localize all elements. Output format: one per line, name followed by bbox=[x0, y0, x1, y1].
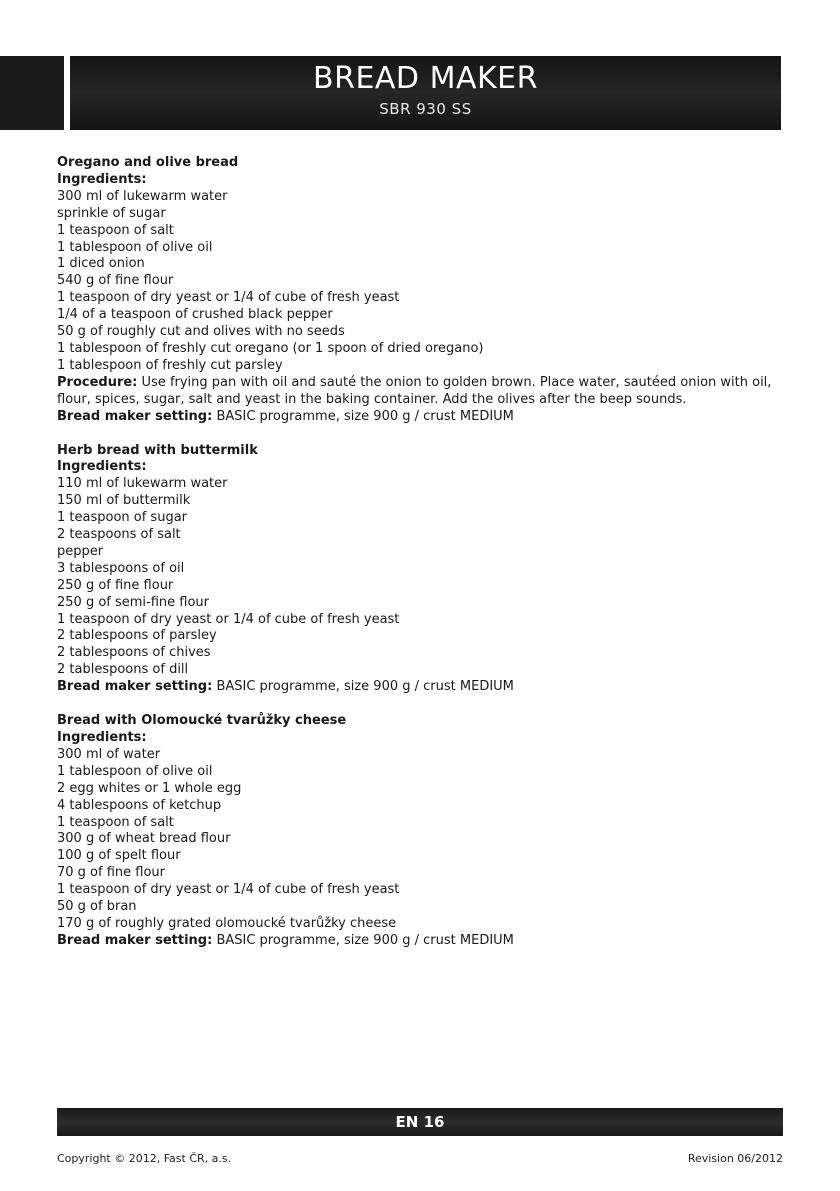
page-number: EN 16 bbox=[395, 1113, 445, 1131]
ingredient: 1 tablespoon of olive oil bbox=[57, 763, 213, 779]
ingredient: 2 tablespoons of parsley bbox=[57, 628, 217, 644]
ingredient: 1/4 of a teaspoon of crushed black pepper bbox=[57, 307, 333, 323]
footer-bar bbox=[57, 1108, 783, 1136]
setting-text: BASIC programme, size 900 g / crust MEDIUM bbox=[212, 679, 514, 695]
ingredient: 50 g of bran bbox=[57, 899, 137, 915]
ingredient: 1 teaspoon of sugar bbox=[57, 510, 188, 526]
ingredient: 3 tablespoons of oil bbox=[57, 560, 185, 576]
ingredient: 1 tablespoon of freshly cut oregano (or 1 spoon of dried oregano) bbox=[57, 340, 484, 356]
ingredient: 300 ml of water bbox=[57, 746, 161, 762]
ingredient: 2 egg whites or 1 whole egg bbox=[57, 780, 242, 796]
ingredient: 1 teaspoon of dry yeast or 1/4 of cube of fresh yeast bbox=[57, 290, 400, 306]
language-tab bbox=[0, 56, 64, 170]
ingredient: 1 tablespoon of olive oil bbox=[57, 239, 213, 255]
ingredient: 250 g of semi-fine flour bbox=[57, 594, 210, 610]
model-number: SBR 930 SS bbox=[379, 100, 472, 118]
ingredient: 540 g of fine flour bbox=[57, 273, 174, 289]
recipe-title: Oregano and olive bread bbox=[57, 155, 239, 170]
revision-label: Revision 06/2012 bbox=[687, 1152, 783, 1165]
bread-maker-setting bbox=[57, 409, 787, 426]
ingredient: 300 ml of lukewarm water bbox=[57, 188, 228, 204]
ingredient: 2 tablespoons of chives bbox=[57, 645, 211, 661]
ingredient: 250 g of fine flour bbox=[57, 577, 174, 593]
recipe-title: Bread with Olomoucké tvarůžky cheese bbox=[57, 713, 347, 729]
setting-text: BASIC programme, size 900 g / crust MEDIUM bbox=[212, 932, 514, 948]
ingredient: 2 teaspoons of salt bbox=[57, 527, 181, 543]
spacer bbox=[57, 426, 787, 443]
ingredient: 1 diced onion bbox=[57, 256, 145, 272]
spacer bbox=[57, 696, 787, 713]
recipe-title: Herb bread with buttermilk bbox=[57, 442, 258, 458]
recipe-oregano-olive bbox=[57, 155, 787, 426]
ingredient: 70 g of fine flour bbox=[57, 865, 166, 881]
ingredients-heading: Ingredients: bbox=[57, 171, 147, 187]
ingredient: 170 g of roughly grated olomoucké tvarůžky cheese bbox=[57, 915, 397, 931]
document-title: BREAD MAKER bbox=[313, 61, 538, 96]
ingredient: 2 tablespoons of dill bbox=[57, 662, 189, 678]
setting-label: Bread maker setting: bbox=[57, 932, 213, 948]
ingredient: 110 ml of lukewarm water bbox=[57, 476, 228, 492]
ingredient: 1 tablespoon of freshly cut parsley bbox=[57, 357, 283, 373]
procedure bbox=[57, 375, 787, 409]
ingredient: 1 teaspoon of salt bbox=[57, 814, 174, 830]
procedure-label: Procedure: bbox=[57, 374, 138, 390]
setting-label: Bread maker setting: bbox=[57, 679, 213, 695]
copyright-notice: Copyright © 2012, Fast ČR, a.s. bbox=[57, 1152, 232, 1165]
ingredient: 150 ml of buttermilk bbox=[57, 493, 191, 509]
bread-maker-setting bbox=[57, 679, 787, 696]
ingredients-heading: Ingredients: bbox=[57, 459, 147, 475]
setting-text: BASIC programme, size 900 g / crust MEDIUM bbox=[212, 408, 514, 424]
recipe-herb-buttermilk bbox=[57, 443, 787, 697]
recipe-olomoucke-cheese bbox=[57, 713, 787, 950]
ingredient: 1 teaspoon of salt bbox=[57, 222, 174, 238]
ingredient: pepper bbox=[57, 543, 104, 559]
ingredient: sprinkle of sugar bbox=[57, 205, 166, 221]
ingredient: 300 g of wheat bread flour bbox=[57, 831, 231, 847]
header-bar bbox=[70, 56, 781, 130]
recipe-content bbox=[57, 155, 787, 950]
ingredient: 50 g of roughly cut and olives with no seeds bbox=[57, 324, 345, 340]
language-label: EN bbox=[19, 128, 49, 170]
setting-label: Bread maker setting: bbox=[57, 408, 213, 424]
ingredient: 1 teaspoon of dry yeast or 1/4 of cube of fresh yeast bbox=[57, 611, 400, 627]
bread-maker-setting bbox=[57, 933, 787, 950]
ingredient: 4 tablespoons of ketchup bbox=[57, 797, 222, 813]
ingredients-heading: Ingredients: bbox=[57, 730, 147, 745]
ingredient: 1 teaspoon of dry yeast or 1/4 of cube of fresh yeast bbox=[57, 882, 400, 898]
procedure-text: Use frying pan with oil and sauté the onion to golden brown. Place water, sautéed onion with oil, flour, spices, sugar, salt and yeast in the baking container. Add the olives after the beep sounds. bbox=[57, 374, 772, 407]
ingredient: 100 g of spelt flour bbox=[57, 848, 181, 864]
